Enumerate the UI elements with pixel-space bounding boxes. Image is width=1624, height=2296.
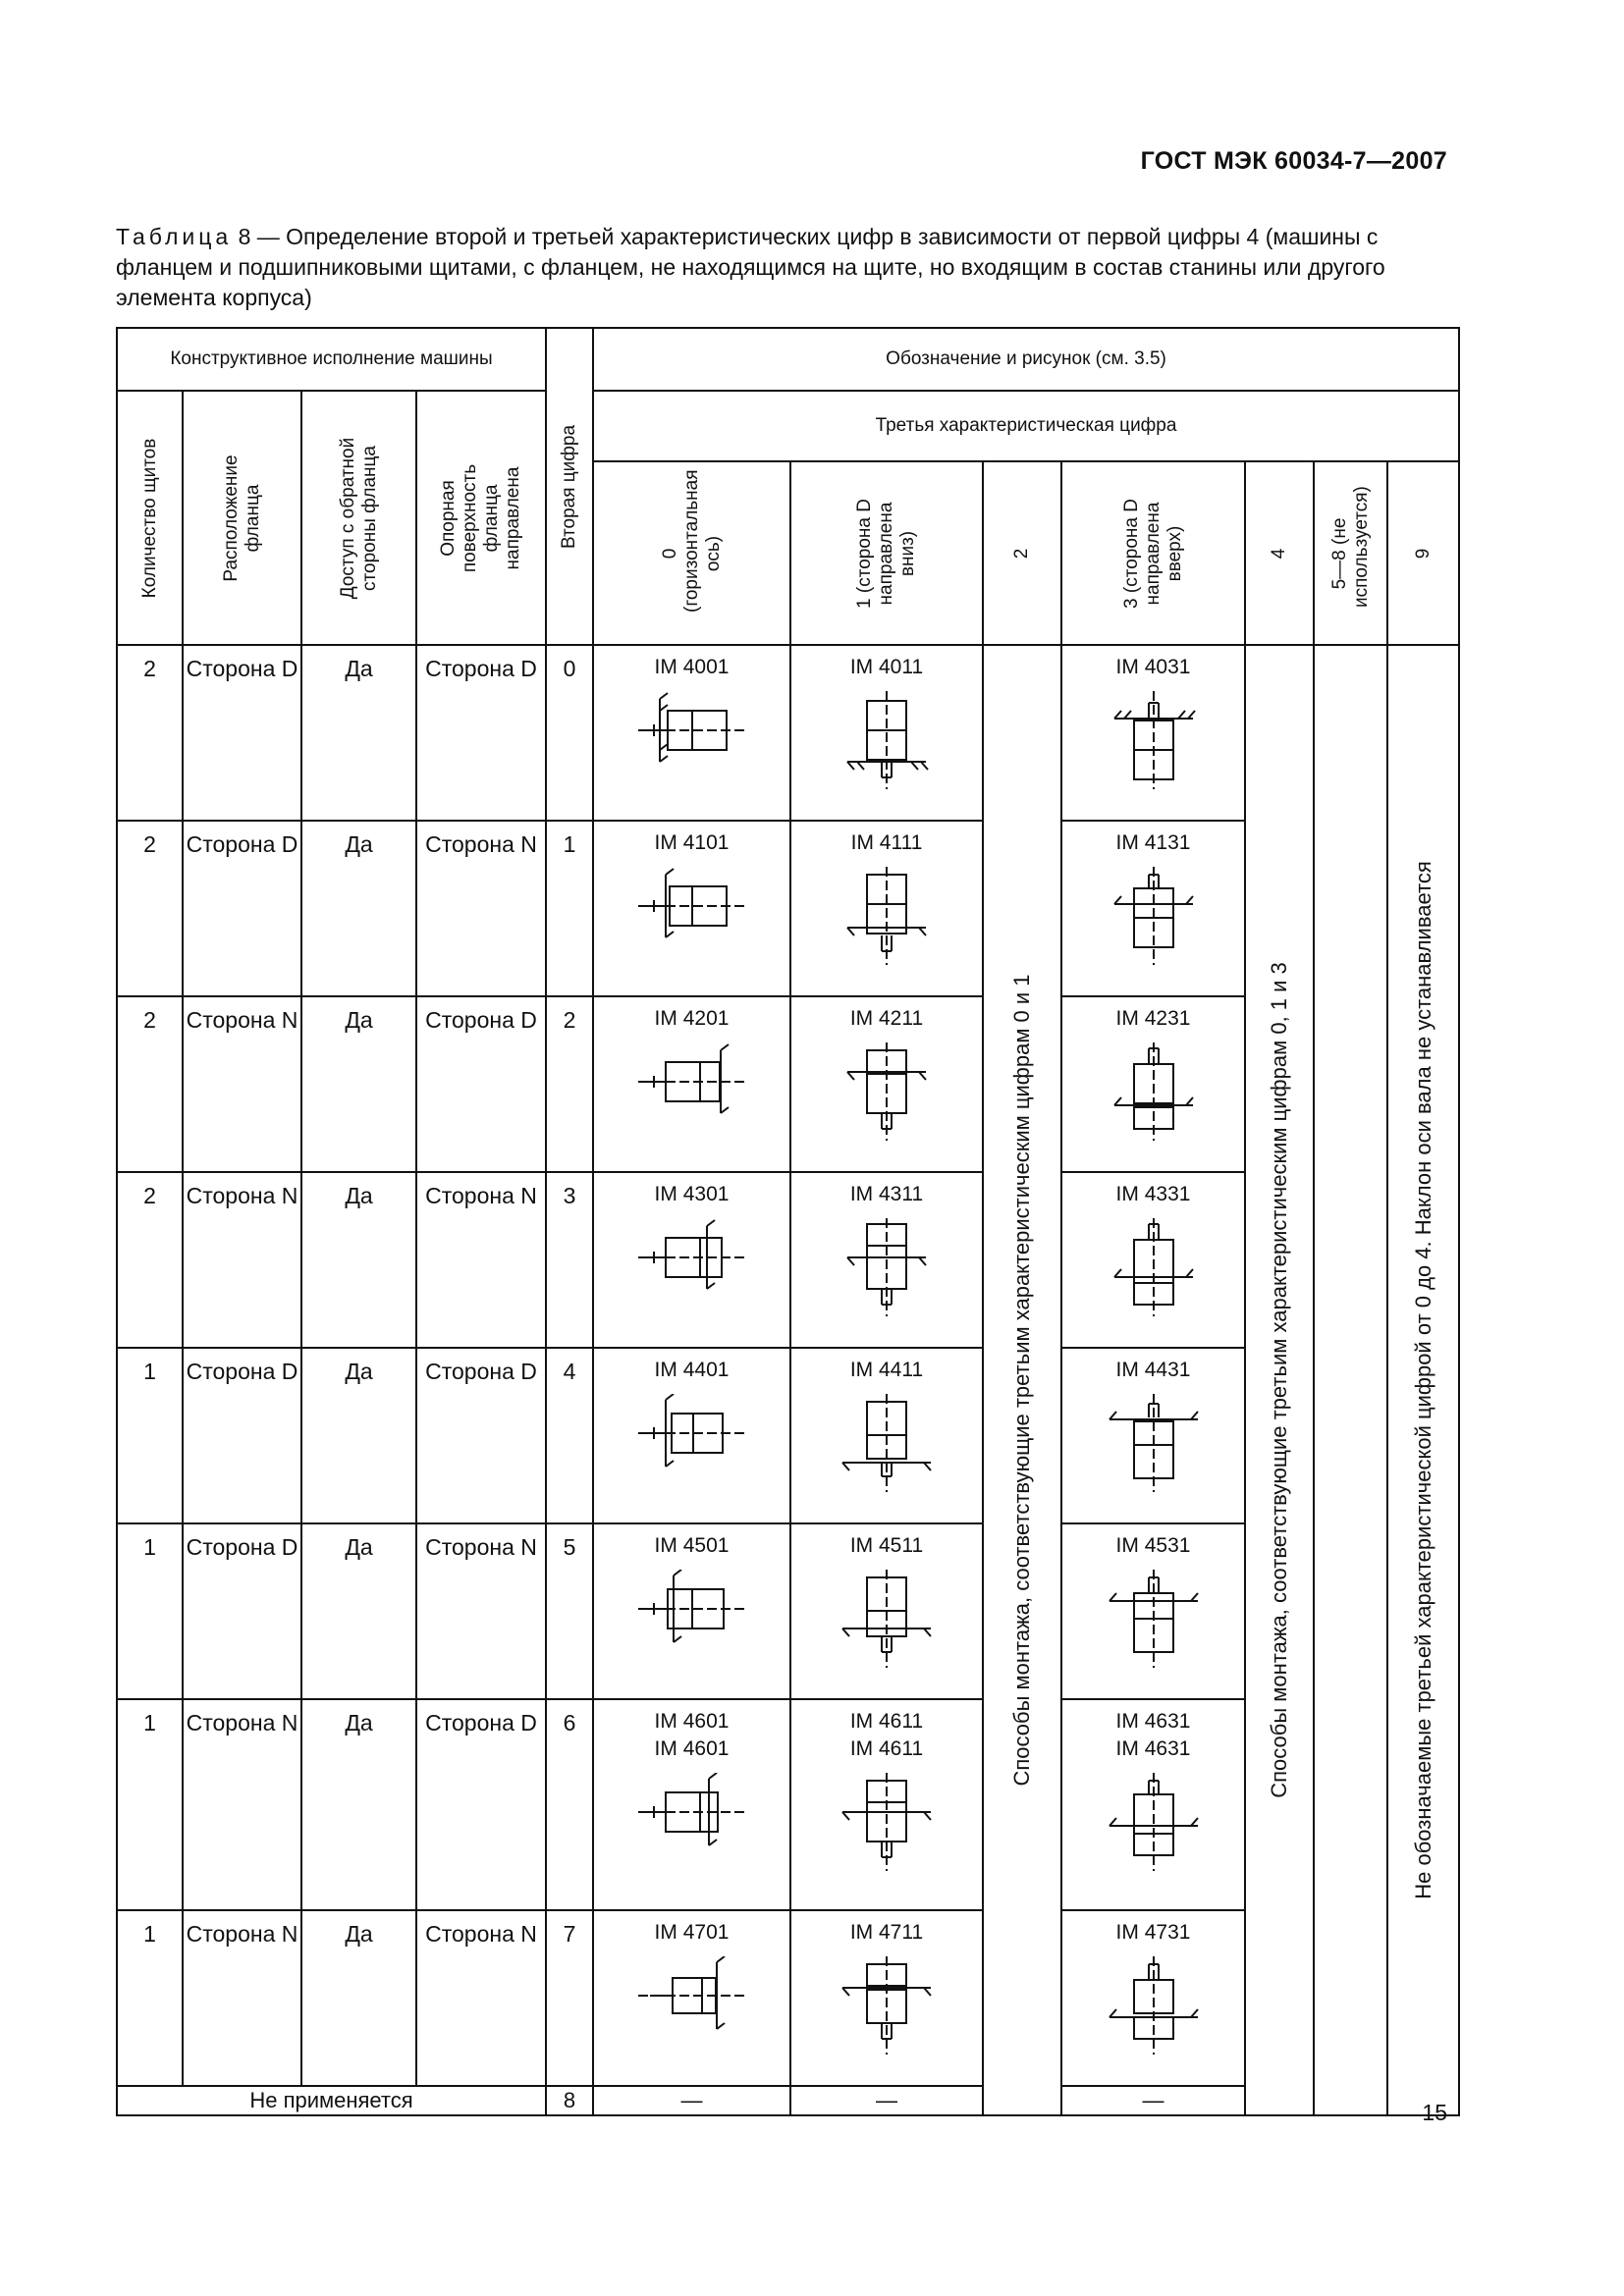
im-code: IM 4011 <box>849 656 924 678</box>
vertical-up-figure <box>1100 1773 1208 1871</box>
horizontal-mount-figure <box>638 1570 746 1648</box>
cell-im-digit1 <box>790 1523 983 1699</box>
horizontal-mount-figure <box>638 1773 746 1851</box>
cell-surface: Сторона N <box>416 1172 546 1348</box>
cell-access: Да <box>301 821 416 996</box>
cell-im-digit0 <box>593 821 790 996</box>
mounting-table <box>116 327 1460 2116</box>
vertical-up-figure <box>1100 1394 1208 1492</box>
cell-second-digit: 6 <box>546 1699 593 1910</box>
im-code: IM 4511 <box>849 1534 924 1557</box>
cell-im-digit1 <box>790 1699 983 1910</box>
cell-flange: Сторона D <box>183 645 301 821</box>
cell-second-digit: 8 <box>546 2086 593 2115</box>
im-code: IM 4631 <box>1115 1710 1191 1733</box>
vertical-down-figure <box>833 691 941 789</box>
vertical-down-figure <box>833 1042 941 1141</box>
table-row <box>117 645 1459 821</box>
cell-shields: 1 <box>117 1699 183 1910</box>
im-code: IM 4611 <box>849 1710 924 1733</box>
im-code: IM 4601 <box>654 1710 730 1733</box>
cell-im-digit3: — <box>1061 2086 1245 2115</box>
cell-second-digit: 4 <box>546 1348 593 1523</box>
im-code: IM 4731 <box>1115 1921 1191 1944</box>
cell-access: Да <box>301 1348 416 1523</box>
cell-surface: Сторона D <box>416 996 546 1172</box>
vertical-down-figure <box>833 1773 941 1871</box>
cell-second-digit: 3 <box>546 1172 593 1348</box>
col-header-back-access: Доступ с обратной стороны фланца <box>301 391 416 645</box>
cell-flange: Сторона D <box>183 821 301 996</box>
cell-shields: 2 <box>117 821 183 996</box>
cell-im-digit3 <box>1061 1523 1245 1699</box>
cell-access: Да <box>301 996 416 1172</box>
digit4-note: Способы монтажа, соответствующие третьим характеристическим цифрам 0, 1 и 3 <box>1245 645 1314 2115</box>
cell-flange: Сторона D <box>183 1523 301 1699</box>
cell-im-digit1 <box>790 645 983 821</box>
cell-access: Да <box>301 645 416 821</box>
im-code: IM 4401 <box>654 1359 730 1381</box>
im-code: IM 4201 <box>654 1007 730 1030</box>
cell-flange: Сторона N <box>183 1699 301 1910</box>
cell-shields: 1 <box>117 1348 183 1523</box>
im-code: IM 4211 <box>849 1007 924 1030</box>
col-header-second-digit: Вторая цифра <box>546 328 593 645</box>
col-header-digit-3: 3 (сторона D направлена вверх) <box>1061 461 1245 645</box>
horizontal-mount-figure <box>638 1218 746 1297</box>
col-header-digit-4: 4 <box>1245 461 1314 645</box>
cell-im-digit0 <box>593 1699 790 1910</box>
cell-surface: Сторона N <box>416 821 546 996</box>
im-code: IM 4411 <box>849 1359 924 1381</box>
cell-im-digit3 <box>1061 821 1245 996</box>
cell-im-digit0: — <box>593 2086 790 2115</box>
vertical-down-figure <box>833 1956 941 2055</box>
horizontal-mount-figure <box>638 1956 746 2035</box>
cell-im-digit0 <box>593 1523 790 1699</box>
cell-surface: Сторона D <box>416 645 546 821</box>
cell-surface: Сторона D <box>416 1348 546 1523</box>
horizontal-mount-figure <box>638 1042 746 1121</box>
cell-im-digit3 <box>1061 1910 1245 2086</box>
page-number: 15 <box>1422 2100 1447 2125</box>
cell-flange: Сторона N <box>183 1910 301 2086</box>
im-code-alt: IM 4611 <box>849 1737 924 1760</box>
cell-second-digit: 2 <box>546 996 593 1172</box>
cell-second-digit: 5 <box>546 1523 593 1699</box>
vertical-down-figure <box>833 867 941 965</box>
horizontal-mount-figure <box>638 867 746 945</box>
cell-im-digit1 <box>790 1348 983 1523</box>
cell-im-digit1 <box>790 1910 983 2086</box>
horizontal-mount-figure <box>638 1394 746 1472</box>
cell-second-digit: 7 <box>546 1910 593 2086</box>
im-code: IM 4111 <box>850 831 923 854</box>
vertical-up-figure <box>1100 1570 1208 1668</box>
im-code: IM 4531 <box>1115 1534 1191 1557</box>
im-code: IM 4501 <box>654 1534 730 1557</box>
cell-im-digit0 <box>593 1910 790 2086</box>
im-code: IM 4001 <box>654 656 730 678</box>
vertical-down-figure <box>833 1394 941 1492</box>
col-header-shields: Количество щитов <box>117 391 183 645</box>
vertical-up-figure <box>1100 1042 1208 1141</box>
cell-im-digit1 <box>790 996 983 1172</box>
cell-second-digit: 1 <box>546 821 593 996</box>
cell-shields: 1 <box>117 1910 183 2086</box>
cell-surface: Сторона N <box>416 1523 546 1699</box>
group-header-design: Конструктивное исполнение машины <box>117 328 546 391</box>
im-code: IM 4331 <box>1115 1183 1191 1205</box>
digit2-note: Способы монтажа, соответствующие третьим характеристическим цифрам 0 и 1 <box>983 645 1061 2115</box>
cell-not-applicable: Не применяется <box>117 2086 546 2115</box>
cell-shields: 2 <box>117 996 183 1172</box>
caption-text: 8 — Определение второй и третьей характеристических цифр в зависимости от первой цифры 4 (машины с фланцем и подшипниковыми щитами, с фланцем, не находящимся на щите, но входящим в состав станины или другого элемента корпуса) <box>116 224 1385 310</box>
group-header-designation: Обозначение и рисунок (см. 3.5) <box>593 328 1459 391</box>
cell-im-digit1: — <box>790 2086 983 2115</box>
col-header-digit-1: 1 (сторона D направлена вниз) <box>790 461 983 645</box>
im-code: IM 4311 <box>849 1183 924 1205</box>
digit9-note: Не обозначаемые третьей характеристической цифрой от 0 до 4. Наклон оси вала не устанавливается <box>1387 645 1459 2115</box>
table-caption <box>116 222 1451 313</box>
col-header-digit-0: 0 (горизонтальная ось) <box>593 461 790 645</box>
cell-im-digit0 <box>593 1348 790 1523</box>
digit5-8-empty <box>1314 645 1387 2115</box>
third-digit-header: Третья характеристическая цифра <box>593 391 1459 461</box>
im-code: IM 4701 <box>654 1921 730 1944</box>
col-header-support-surface: Опорная поверхность фланца направлена <box>416 391 546 645</box>
im-code: IM 4301 <box>654 1183 730 1205</box>
im-code: IM 4431 <box>1115 1359 1191 1381</box>
cell-im-digit1 <box>790 1172 983 1348</box>
vertical-up-figure <box>1100 1218 1208 1316</box>
cell-access: Да <box>301 1910 416 2086</box>
cell-im-digit1 <box>790 821 983 996</box>
cell-im-digit0 <box>593 1172 790 1348</box>
cell-shields: 2 <box>117 1172 183 1348</box>
vertical-up-figure <box>1100 691 1208 789</box>
cell-access: Да <box>301 1523 416 1699</box>
cell-access: Да <box>301 1699 416 1910</box>
horizontal-mount-figure <box>638 691 746 770</box>
cell-im-digit3 <box>1061 1348 1245 1523</box>
col-header-digit-5-8: 5—8 (не используется) <box>1314 461 1387 645</box>
cell-shields: 1 <box>117 1523 183 1699</box>
im-code-alt: IM 4631 <box>1115 1737 1191 1760</box>
col-header-digit-9: 9 <box>1387 461 1459 645</box>
col-header-flange-position: Расположение фланца <box>183 391 301 645</box>
cell-surface: Сторона N <box>416 1910 546 2086</box>
vertical-down-figure <box>833 1570 941 1668</box>
cell-im-digit0 <box>593 645 790 821</box>
caption-label: Таблица <box>116 224 233 249</box>
vertical-up-figure <box>1100 1956 1208 2055</box>
im-code: IM 4711 <box>849 1921 924 1944</box>
cell-im-digit3 <box>1061 1172 1245 1348</box>
cell-second-digit: 0 <box>546 645 593 821</box>
cell-flange: Сторона N <box>183 1172 301 1348</box>
im-code-alt: IM 4601 <box>654 1737 730 1760</box>
im-code: IM 4031 <box>1115 656 1191 678</box>
cell-shields: 2 <box>117 645 183 821</box>
vertical-down-figure <box>833 1218 941 1316</box>
cell-im-digit3 <box>1061 1699 1245 1910</box>
im-code: IM 4101 <box>654 831 730 854</box>
cell-im-digit3 <box>1061 645 1245 821</box>
cell-flange: Сторона D <box>183 1348 301 1523</box>
cell-surface: Сторона D <box>416 1699 546 1910</box>
cell-im-digit0 <box>593 996 790 1172</box>
cell-im-digit3 <box>1061 996 1245 1172</box>
col-header-digit-2: 2 <box>983 461 1061 645</box>
standard-code: ГОСТ МЭК 60034-7—2007 <box>1140 147 1447 175</box>
im-code: IM 4131 <box>1115 831 1191 854</box>
im-code: IM 4231 <box>1115 1007 1191 1030</box>
cell-flange: Сторона N <box>183 996 301 1172</box>
vertical-up-figure <box>1100 867 1208 965</box>
cell-access: Да <box>301 1172 416 1348</box>
